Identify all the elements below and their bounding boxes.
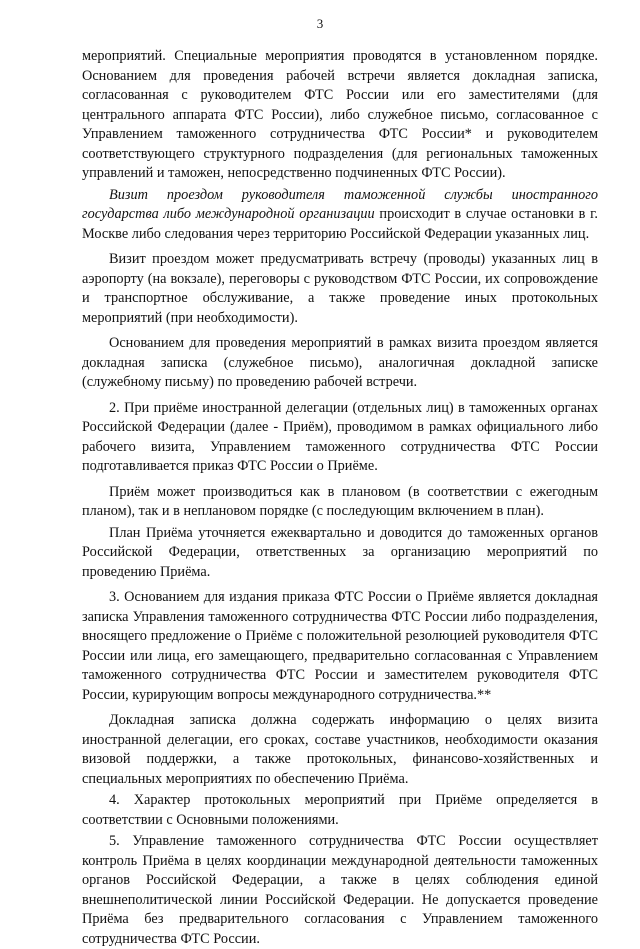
paragraph-item-2: 2. При приёме иностранной делегации (отдельных лиц) в таможенных органах Российской Федерации (далее - Приём), проводимом в рамках официального либо рабочего визита, Управлением таможенного сотрудничества ФТС России подготавливается приказ ФТС России о Приёме.: [82, 399, 598, 474]
paragraph-transit-visit-rest: происходит в случае остановки в г. Москве либо следования через территорию Российской Федерации указанных лиц.: [82, 206, 598, 242]
paragraph-transit-visit: [82, 186, 598, 245]
paragraph-item-5: 5. Управление таможенного сотрудничества ФТС России осуществляет контроль Приёма в целях координации международной деятельности таможенных органов Российской Федерации, а также в целях соблюдения единой внешнеполитической линии Российской Федерации. Не допускается проведение Приёма без предварительного согласования с Управлением таможенного сотрудничества ФТС России.: [82, 833, 598, 947]
paragraph-transit-visit-basis: Основанием для проведения мероприятий в рамках визита проездом является докладная записка (служебное письмо), аналогичная докладной записке (служебному письму) по проведению рабочей встречи.: [82, 335, 598, 390]
paragraph-reception-plan: План Приёма уточняется ежеквартально и доводится до таможенных органов Российской Федерации, ответственных за организацию мероприятий по проведению Приёма.: [82, 524, 598, 580]
paragraph-continuation: мероприятий. Специальные мероприятия проводятся в установленном порядке. Основанием для проведения рабочей встречи является докладная записка, согласованная с руководителем ФТС России или его заместителями (для центрального аппарата ФТС России), либо служебное письмо, согласованное с Управлением таможенного сотрудничества ФТС России* и руководителем соответствующего структурного подразделения (для региональных таможенных управлений и таможен, непосредственно подчиненных ФТС России).: [82, 48, 598, 181]
document-body: [82, 47, 598, 949]
italic-term-transit-visit: Визит проездом руководителя таможенной службы иностранного государства либо международной организации: [82, 186, 598, 222]
paragraph-transit-visit-content: Визит проездом может предусматривать встречу (проводы) указанных лиц в аэропорту (на вокзале), переговоры с руководством ФТС России, их сопровождение и транспортное обслуживание, а также проведение иных протокольных мероприятий (при необходимости).: [82, 251, 598, 326]
paragraph-memo-content: Докладная записка должна содержать информацию о целях визита иностранной делегации, его сроках, составе участников, необходимости оказания визовой поддержки, а также протокольных, финансово-хозяйственных и специальных мероприятиях по обеспечению Приёма.: [82, 712, 598, 787]
paragraph-reception-planning: Приём может производиться как в плановом (в соответствии с ежегодным планом), так и в неплановом порядке (с последующим включением в план).: [82, 483, 598, 519]
paragraph-item-4: 4. Характер протокольных мероприятий при Приёме определяется в соответствии с Основными положениями.: [82, 792, 598, 828]
paragraph-item-3: 3. Основанием для издания приказа ФТС России о Приёме является докладная записка Управления таможенного сотрудничества ФТС России либо подразделения, вносящего предложение о Приёме с положительной резолюцией руководителя ФТС России или лица, его замещающего, предварительно согласованная с Управлением таможенного сотрудничества ФТС России и заместителем руководителя ФТС России, курирующим вопросы международного сотрудничества.**: [82, 589, 598, 703]
page-number: 3: [316, 16, 324, 31]
